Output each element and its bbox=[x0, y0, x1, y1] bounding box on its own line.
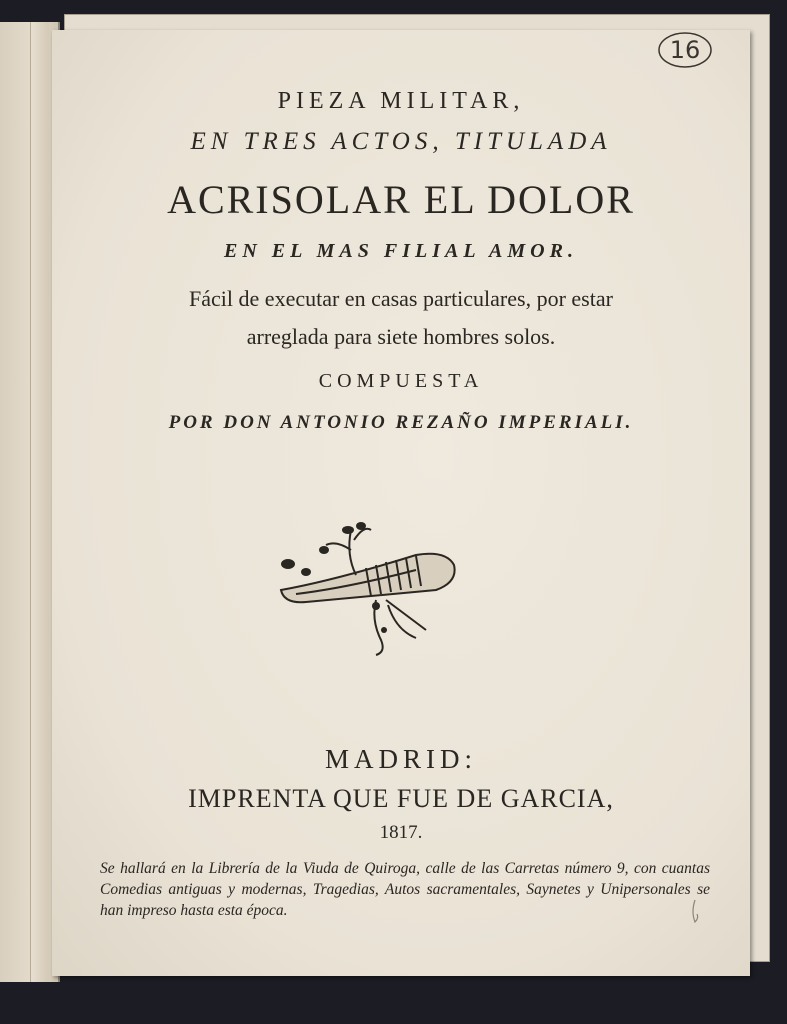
pencil-mark-icon bbox=[687, 896, 707, 926]
left-page-fold bbox=[30, 22, 49, 982]
year: 1817. bbox=[379, 822, 423, 843]
title-page bbox=[52, 30, 750, 976]
compuesta-label: COMPUESTA bbox=[318, 370, 484, 392]
lyre-ornament-icon bbox=[276, 520, 466, 660]
footer-note: Se hallará en la Librería de la Viuda de Quiroga, calle de las Carretas número 9, con cuantas Comedias antiguas y modernas, Tragedias, Autos sacramentales, Saynetes y Unipersonales se han impreso hasta esta época. bbox=[100, 860, 710, 919]
subtitle: EN EL MAS FILIAL AMOR. bbox=[224, 240, 578, 262]
left-page-edge bbox=[0, 22, 60, 982]
city: MADRID: bbox=[324, 744, 477, 774]
printer: IMPRENTA QUE FUE DE GARCIA, bbox=[188, 784, 614, 813]
handwritten-page-number bbox=[656, 30, 714, 72]
description-line-2: arreglada para siete hombres solos. bbox=[246, 324, 556, 349]
line-pieza-militar: PIEZA MILITAR, bbox=[277, 88, 525, 114]
line-tres-actos: EN TRES ACTOS, TITULADA bbox=[190, 128, 612, 155]
page-number-text: 16 bbox=[669, 36, 701, 64]
author-line: POR DON ANTONIO REZAÑO IMPERIALI. bbox=[168, 412, 634, 433]
description-line-1: Fácil de executar en casas particulares, por estar bbox=[189, 286, 613, 311]
main-title: ACRISOLAR EL DOLOR bbox=[167, 177, 635, 222]
